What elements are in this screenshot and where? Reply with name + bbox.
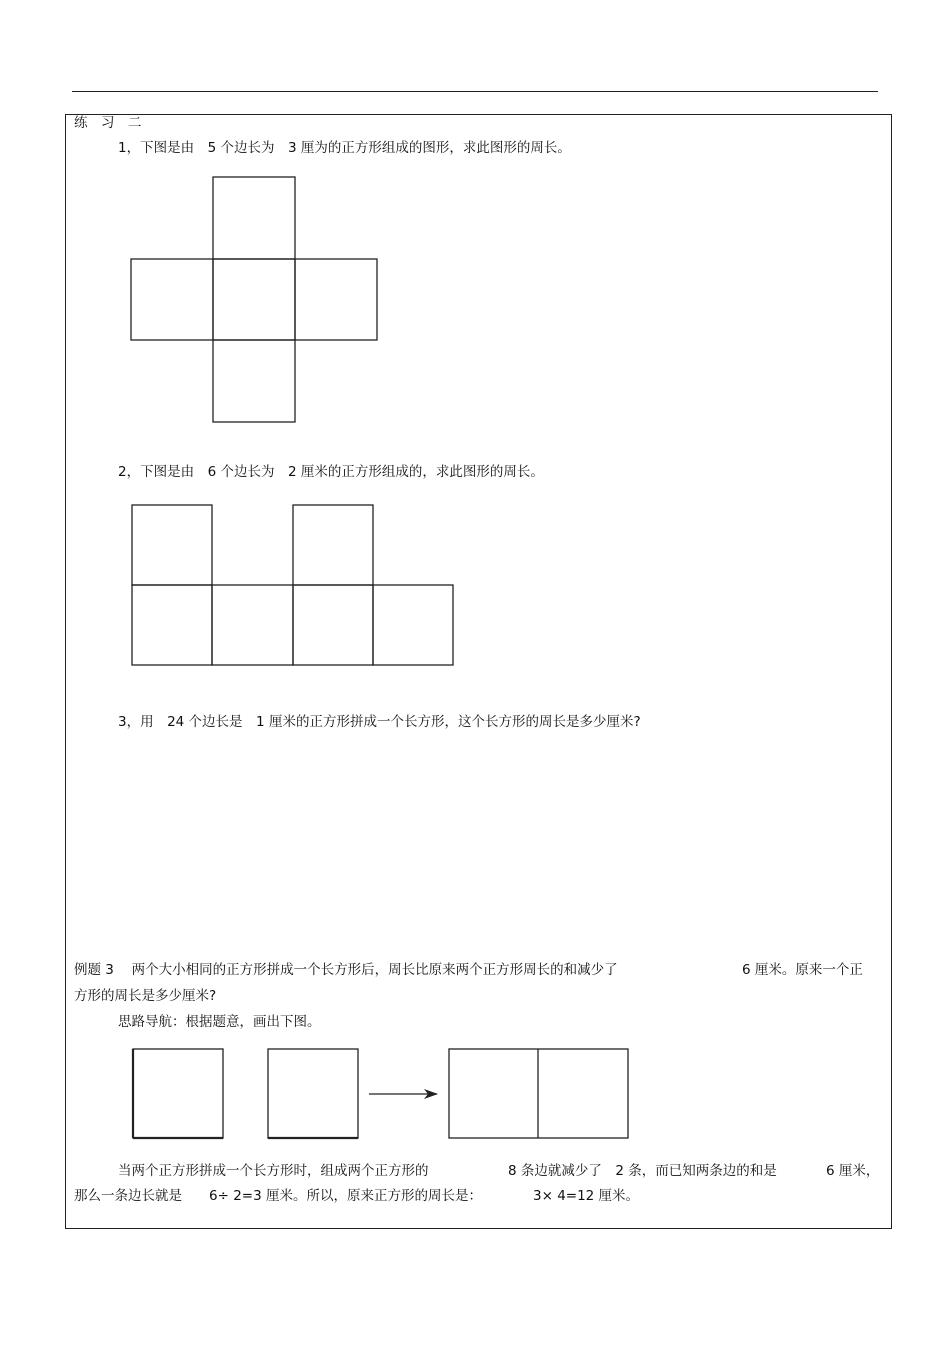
example-3-diagram [133, 1049, 628, 1138]
section-title: 练 习 二 [74, 115, 142, 131]
figure-1-cross [131, 177, 377, 422]
fig2-square-bottom-4 [373, 585, 453, 665]
cross-square-bottom [213, 340, 295, 422]
solution-line1-c: 6 厘米， [826, 1163, 880, 1179]
example-3-line1-tail: 6 厘米。原来一个正 [742, 962, 863, 978]
solution-line2-c: 3× 4=12 厘米。 [533, 1188, 640, 1204]
solution-line1-b: 8 条边就减少了 2 条，而已知两条边的和是 [508, 1163, 777, 1179]
square-b [268, 1049, 358, 1138]
cross-square-center [213, 259, 295, 340]
solution-line2-a: 那么一条边长就是 [74, 1188, 182, 1204]
fig2-square-bottom-2 [212, 585, 293, 665]
question-3: 3，用 24 个边长是 1 厘米的正方形拼成一个长方形，这个长方形的周长是多少厘米? [118, 714, 641, 730]
solution-line1-a: 当两个正方形拼成一个长方形时，组成两个正方形的 [118, 1163, 429, 1179]
example-3-line1: 例题 3 两个大小相同的正方形拼成一个长方形后，周长比原来两个正方形周长的和减少了 [74, 962, 618, 978]
fig2-square-top-1 [132, 505, 212, 585]
fig2-square-top-2 [293, 505, 373, 585]
fig2-square-bottom-1 [132, 585, 212, 665]
cross-square-right [295, 259, 377, 340]
question-1: 1，下图是由 5 个边长为 3 厘为的正方形组成的图形，求此图形的周长。 [118, 140, 571, 156]
solution-line2-b: 6÷ 2=3 厘米。所以，原来正方形的周长是： [209, 1188, 482, 1204]
cross-square-left [131, 259, 213, 340]
question-2: 2，下图是由 6 个边长为 2 厘米的正方形组成的，求此图形的周长。 [118, 464, 544, 480]
example-3-line2: 方形的周长是多少厘米? [74, 988, 217, 1004]
figure-2-squares [132, 505, 453, 665]
cross-square-top [213, 177, 295, 259]
fig2-square-bottom-3 [293, 585, 373, 665]
example-3-hint: 思路导航：根据题意，画出下图。 [118, 1014, 321, 1030]
square-a [133, 1049, 223, 1138]
